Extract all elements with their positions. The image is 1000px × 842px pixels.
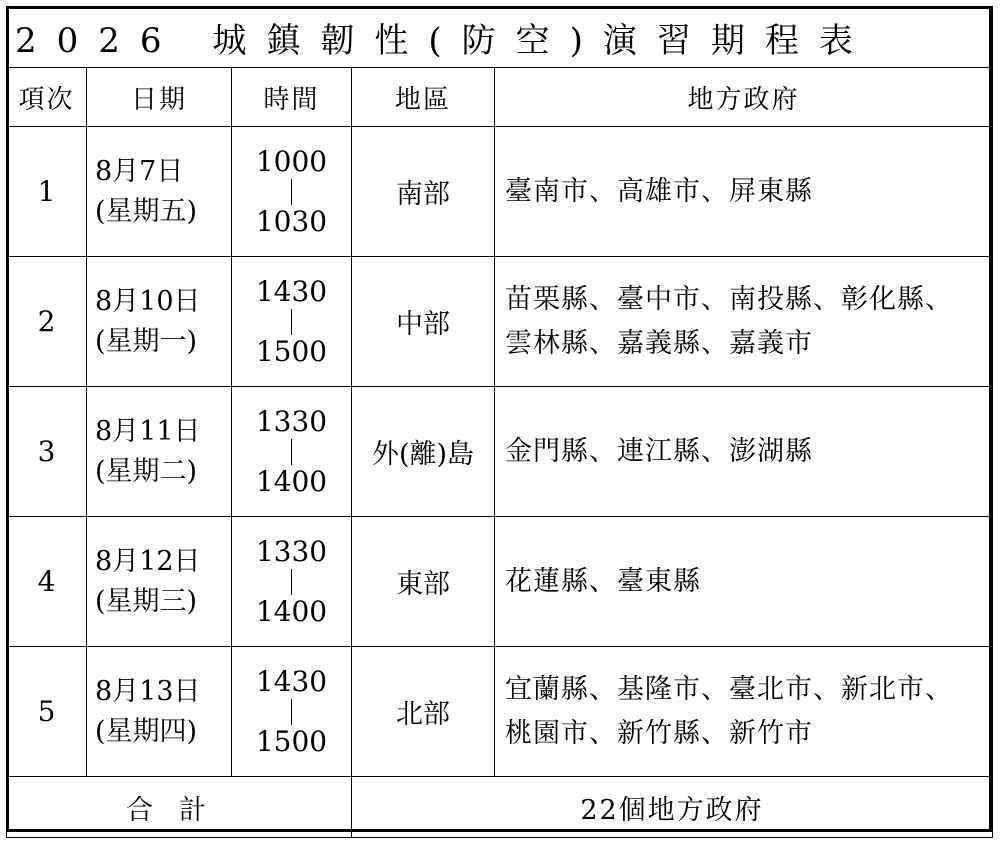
date-weekday: (星期一) <box>95 325 198 357</box>
time-start: 1000 <box>255 144 328 178</box>
date-day: 8月13日 <box>95 675 201 707</box>
government-line: 花蓮縣、臺東縣 <box>505 565 701 597</box>
row-index: 1 <box>7 127 87 257</box>
time-end: 1400 <box>255 594 328 628</box>
government-line: 宜蘭縣、基隆市、臺北市、新北市、 <box>505 673 953 705</box>
government-line: 金門縣、連江縣、澎湖縣 <box>505 435 813 467</box>
time-end: 1400 <box>255 464 328 498</box>
date-weekday: (星期四) <box>95 715 198 747</box>
time-start: 1430 <box>255 274 328 308</box>
time-end: 1500 <box>255 724 328 758</box>
government-line: 苗栗縣、臺中市、南投縣、彰化縣、 <box>505 283 953 315</box>
government-line: 臺南市、高雄市、屏東縣 <box>505 175 813 207</box>
header-government: 地方政府 <box>495 68 993 127</box>
total-value: 22個地方政府 <box>352 777 993 838</box>
row-region: 東部 <box>352 517 495 647</box>
header-index: 項次 <box>7 68 87 127</box>
date-day: 8月7日 <box>95 155 184 187</box>
time-start: 1330 <box>255 534 328 568</box>
date-day: 8月12日 <box>95 545 201 577</box>
outer-border <box>6 6 992 832</box>
date-day: 8月11日 <box>95 415 201 447</box>
row-region: 北部 <box>352 647 495 777</box>
date-weekday: (星期三) <box>95 585 198 617</box>
row-index: 2 <box>7 257 87 387</box>
time-start: 1330 <box>255 404 328 438</box>
row-index: 4 <box>7 517 87 647</box>
header-region: 地區 <box>352 68 495 127</box>
date-weekday: (星期五) <box>95 195 198 227</box>
row-region: 南部 <box>352 127 495 257</box>
time-end: 1500 <box>255 334 328 368</box>
time-end: 1030 <box>255 204 328 238</box>
row-index: 3 <box>7 387 87 517</box>
row-region: 中部 <box>352 257 495 387</box>
total-label: 合計 <box>7 777 352 838</box>
time-start: 1430 <box>255 664 328 698</box>
row-region: 外(離)島 <box>352 387 495 517</box>
row-index: 5 <box>7 647 87 777</box>
government-line: 桃園市、新竹縣、新竹市 <box>505 717 813 749</box>
date-weekday: (星期二) <box>95 455 198 487</box>
header-date: 日期 <box>87 68 232 127</box>
government-line: 雲林縣、嘉義縣、嘉義市 <box>505 327 813 359</box>
table-title: 2026 城鎮韌性(防空)演習期程表 <box>7 7 993 68</box>
header-time: 時間 <box>232 68 352 127</box>
date-day: 8月10日 <box>95 285 201 317</box>
